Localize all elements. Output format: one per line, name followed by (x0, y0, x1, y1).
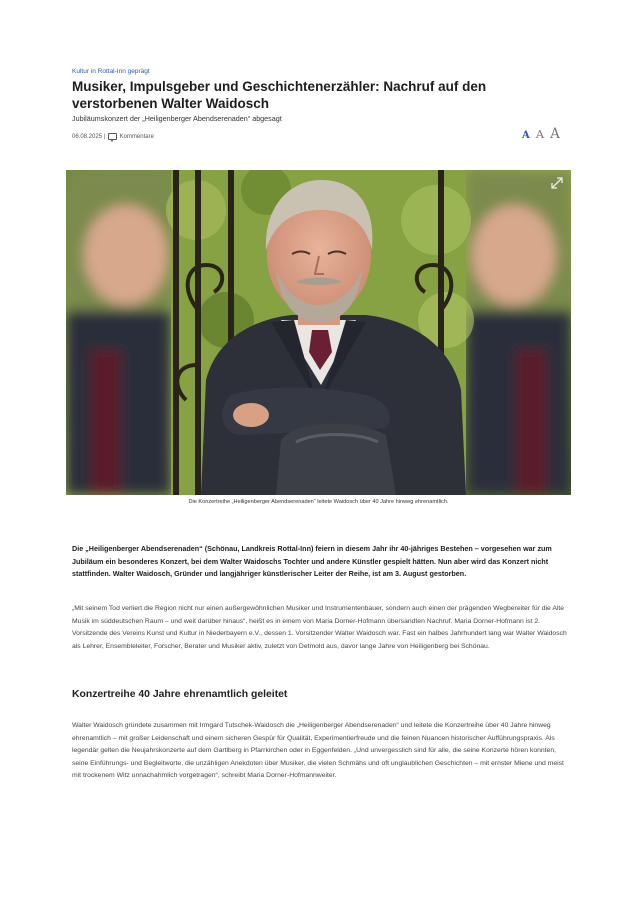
article-lead: Die „Heiligenberger Abendserenaden“ (Schönau, Landkreis Rottal-Inn) feiern in diesem Jahr ihr 40-jähriges Bestehen – vorgesehen war zum Jubiläum ein besonderes Konzert, bei dem Walter Waidoschs Tochter und andere Künstler gespielt hätten. Nun aber wird das Konzert nicht stattfinden. Walter Waidosch, Gründer und langjähriger künstlerischer Leiter der Reihe, ist am 3. August gestorben. (72, 544, 552, 578)
article-paragraph: „Mit seinem Tod verliert die Region nicht nur einen außergewöhnlichen Musiker und Instrumentenbauer, sondern auch einen der prägenden Wegbereiter für die Alte Musik im süddeutschen Raum – und weit darüber hinaus“, heißt es in einem von Maria Dorner-Hofmann übersandten Nachruf. Maria Dorner-Hofmann ist 2. Vorsitzende des Vereins Kunst und Kultur in Niederbayern e.V., dessen 1. Vorsitzender Walter Waidosch war. Fast ein halbes Jahrhundert lang war Walter Waidosch als Lehrer, Ensembleleiter, Forscher, Berater und Musiker aktiv, zuletzt von Detmold aus, davor lange Jahre von Heiligenberg bei Schönau. (72, 605, 567, 650)
article-kicker[interactable]: Kultur in Rottal-Inn geprägt (72, 68, 150, 75)
expand-icon[interactable] (551, 177, 563, 189)
comments-link[interactable]: Kommentare (119, 133, 154, 140)
font-size-large-button[interactable]: A (550, 126, 560, 142)
article-headline: Musiker, Impulsgeber und Geschichtenerzähler: Nachruf auf den verstorbenen Walter Waidosch (72, 79, 487, 111)
font-size-small-button[interactable]: A (522, 130, 530, 141)
font-size-controls (522, 128, 560, 142)
publish-date: 06.08.2025 (72, 133, 103, 140)
article-image[interactable] (66, 170, 571, 495)
meta-separator: | (104, 133, 106, 140)
article-meta (72, 133, 154, 140)
portrait-photo (66, 170, 571, 495)
font-size-medium-button[interactable]: A (535, 127, 545, 141)
article-paragraph: Walter Waidosch gründete zusammen mit Irmgard Tutschek-Waidosch die „Heiligenberger Abendserenaden“ und leitete die Konzertreihe über 40 Jahre hinweg ehrenamtlich – mit großer Leidenschaft und einem sicheren Gespür für Qualität, Experimentierfreude und die feinen Nuancen historischer Aufführungspraxis. Als legendär gelten die Neujahrskonzerte auf dem Gartlberg in Pfarrkirchen oder in Eggenfelden. „Und unvergesslich sind für alle, die seine Konzerte hören konnten, seine Einführungs- und Begleitworte, die unzähligen Anekdoten über Musiker, die vielen Schmähs und oft unglaublichen Geschichten – mit ernster Miene und meist mit trockenem Witz unnachahmlich vorgetragen“, schreibt Maria Dorner-Hofmannweiter. (72, 722, 564, 779)
image-caption: Die Konzertreihe „Heiligenberger Abendserenaden“ leitete Waidosch über 40 Jahre hinweg ehrenamtlich. (188, 499, 449, 505)
section-heading: Konzertreihe 40 Jahre ehrenamtlich geleitet (72, 689, 288, 700)
comment-icon[interactable] (108, 133, 117, 140)
article-subheadline: Jubiläumskonzert der „Heiligenberger Abendserenaden“ abgesagt (72, 114, 282, 123)
